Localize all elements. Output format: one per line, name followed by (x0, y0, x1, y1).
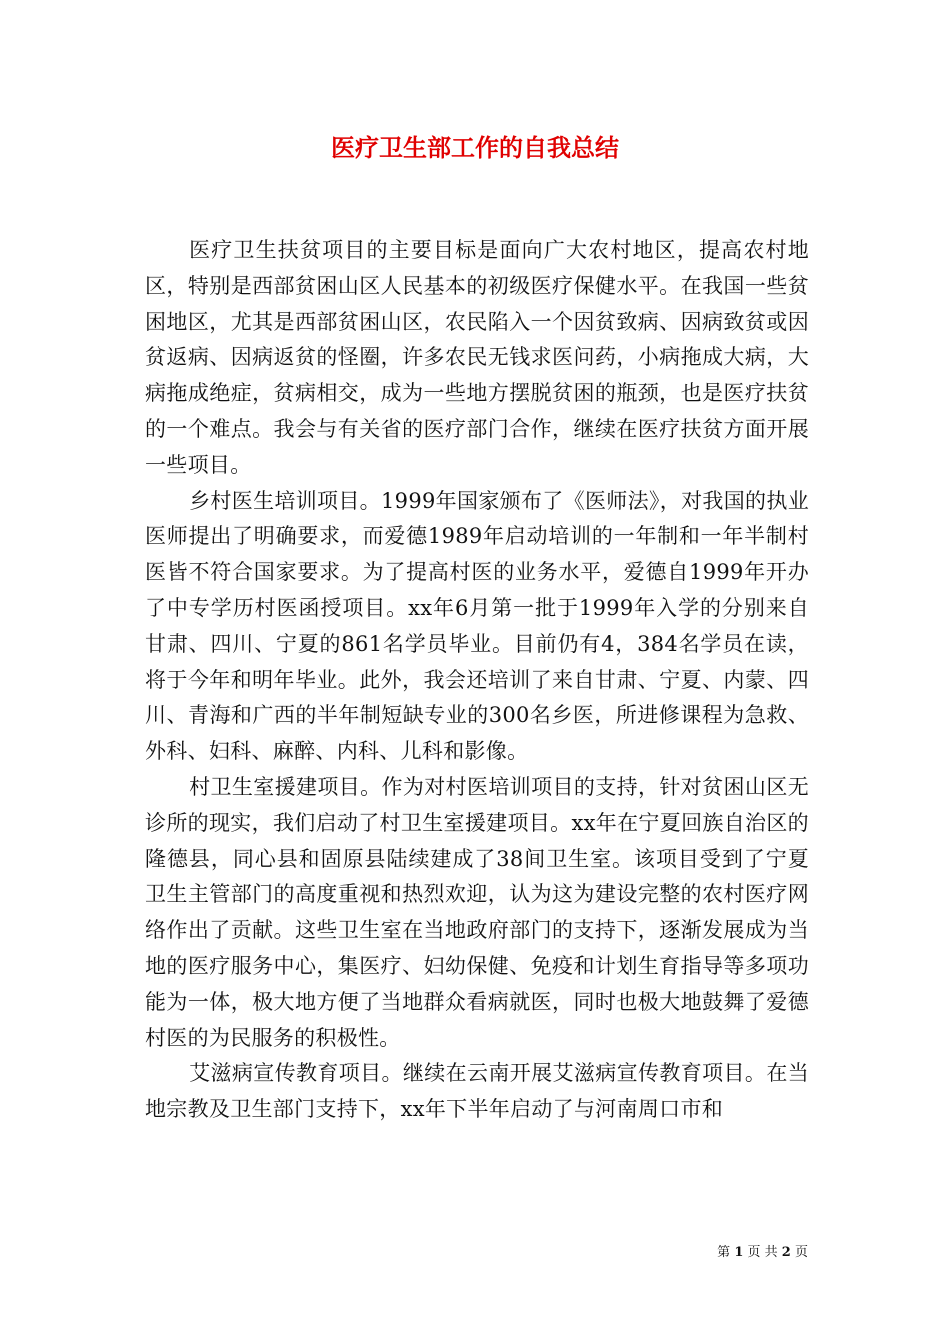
paragraph-aids-education: 艾滋病宣传教育项目。继续在云南开展艾滋病宣传教育项目。在当地宗教及卫生部门支持下，xx年下半年启动了与河南周口市和 (145, 1061, 809, 1122)
paragraph-village-doctor-training: 乡村医生培训项目。1999年国家颁布了《医师法》，对我国的执业医师提出了明确要求，而爱德1989年启动培训的一年制和一年半制村医皆不符合国家要求。为了提高村医的业务水平，爱德自1999年开办了中专学历村医函授项目。xx年6月第一批于1999年入学的分别来自甘肃、四川、宁夏的861名学员毕业。目前仍有4，384名学员在读，将于今年和明年毕业。此外，我会还培训了来自甘肃、宁夏、内蒙、四川、青海和广西的半年制短缺专业的300名乡医，所进修课程为急救、外科、妇科、麻醉、内科、儿科和影像。 (145, 488, 809, 764)
page-footer (717, 1244, 808, 1262)
document-title: 医疗卫生部工作的自我总结 (331, 133, 619, 162)
footer-page-number: 1 (734, 1245, 744, 1260)
document-body (145, 233, 809, 1128)
footer-suffix: 页 (794, 1245, 808, 1260)
paragraph-intro: 医疗卫生扶贫项目的主要目标是面向广大农村地区，提高农村地区，特别是西部贫困山区人民基本的初级医疗保健水平。在我国一些贫困地区，尤其是西部贫困山区，农民陷入一个因贫致病、因病致贫或因贫返病、因病返贫的怪圈，许多农民无钱求医问药，小病拖成大病，大病拖成绝症，贫病相交，成为一些地方摆脱贫困的瓶颈，也是医疗扶贫的一个难点。我会与有关省的医疗部门合作，继续在医疗扶贫方面开展一些项目。 (145, 238, 809, 477)
paragraph-clinic-construction: 村卫生室援建项目。作为对村医培训项目的支持，针对贫困山区无诊所的现实，我们启动了村卫生室援建项目。xx年在宁夏回族自治区的隆德县，同心县和固原县陆续建成了38间卫生室。该项目受到了宁夏卫生主管部门的高度重视和热烈欢迎，认为这为建设完整的农村医疗网络作出了贡献。这些卫生室在当地政府部门的支持下，逐渐发展成为当地的医疗服务中心，集医疗、妇幼保健、免疫和计划生育指导等多项功能为一体，极大地方便了当地群众看病就医，同时也极大地鼓舞了爱德村医的为民服务的积极性。 (145, 774, 809, 1050)
footer-prefix: 第 (717, 1245, 731, 1260)
footer-middle: 页 共 (747, 1245, 778, 1260)
footer-total-pages: 2 (781, 1245, 791, 1260)
